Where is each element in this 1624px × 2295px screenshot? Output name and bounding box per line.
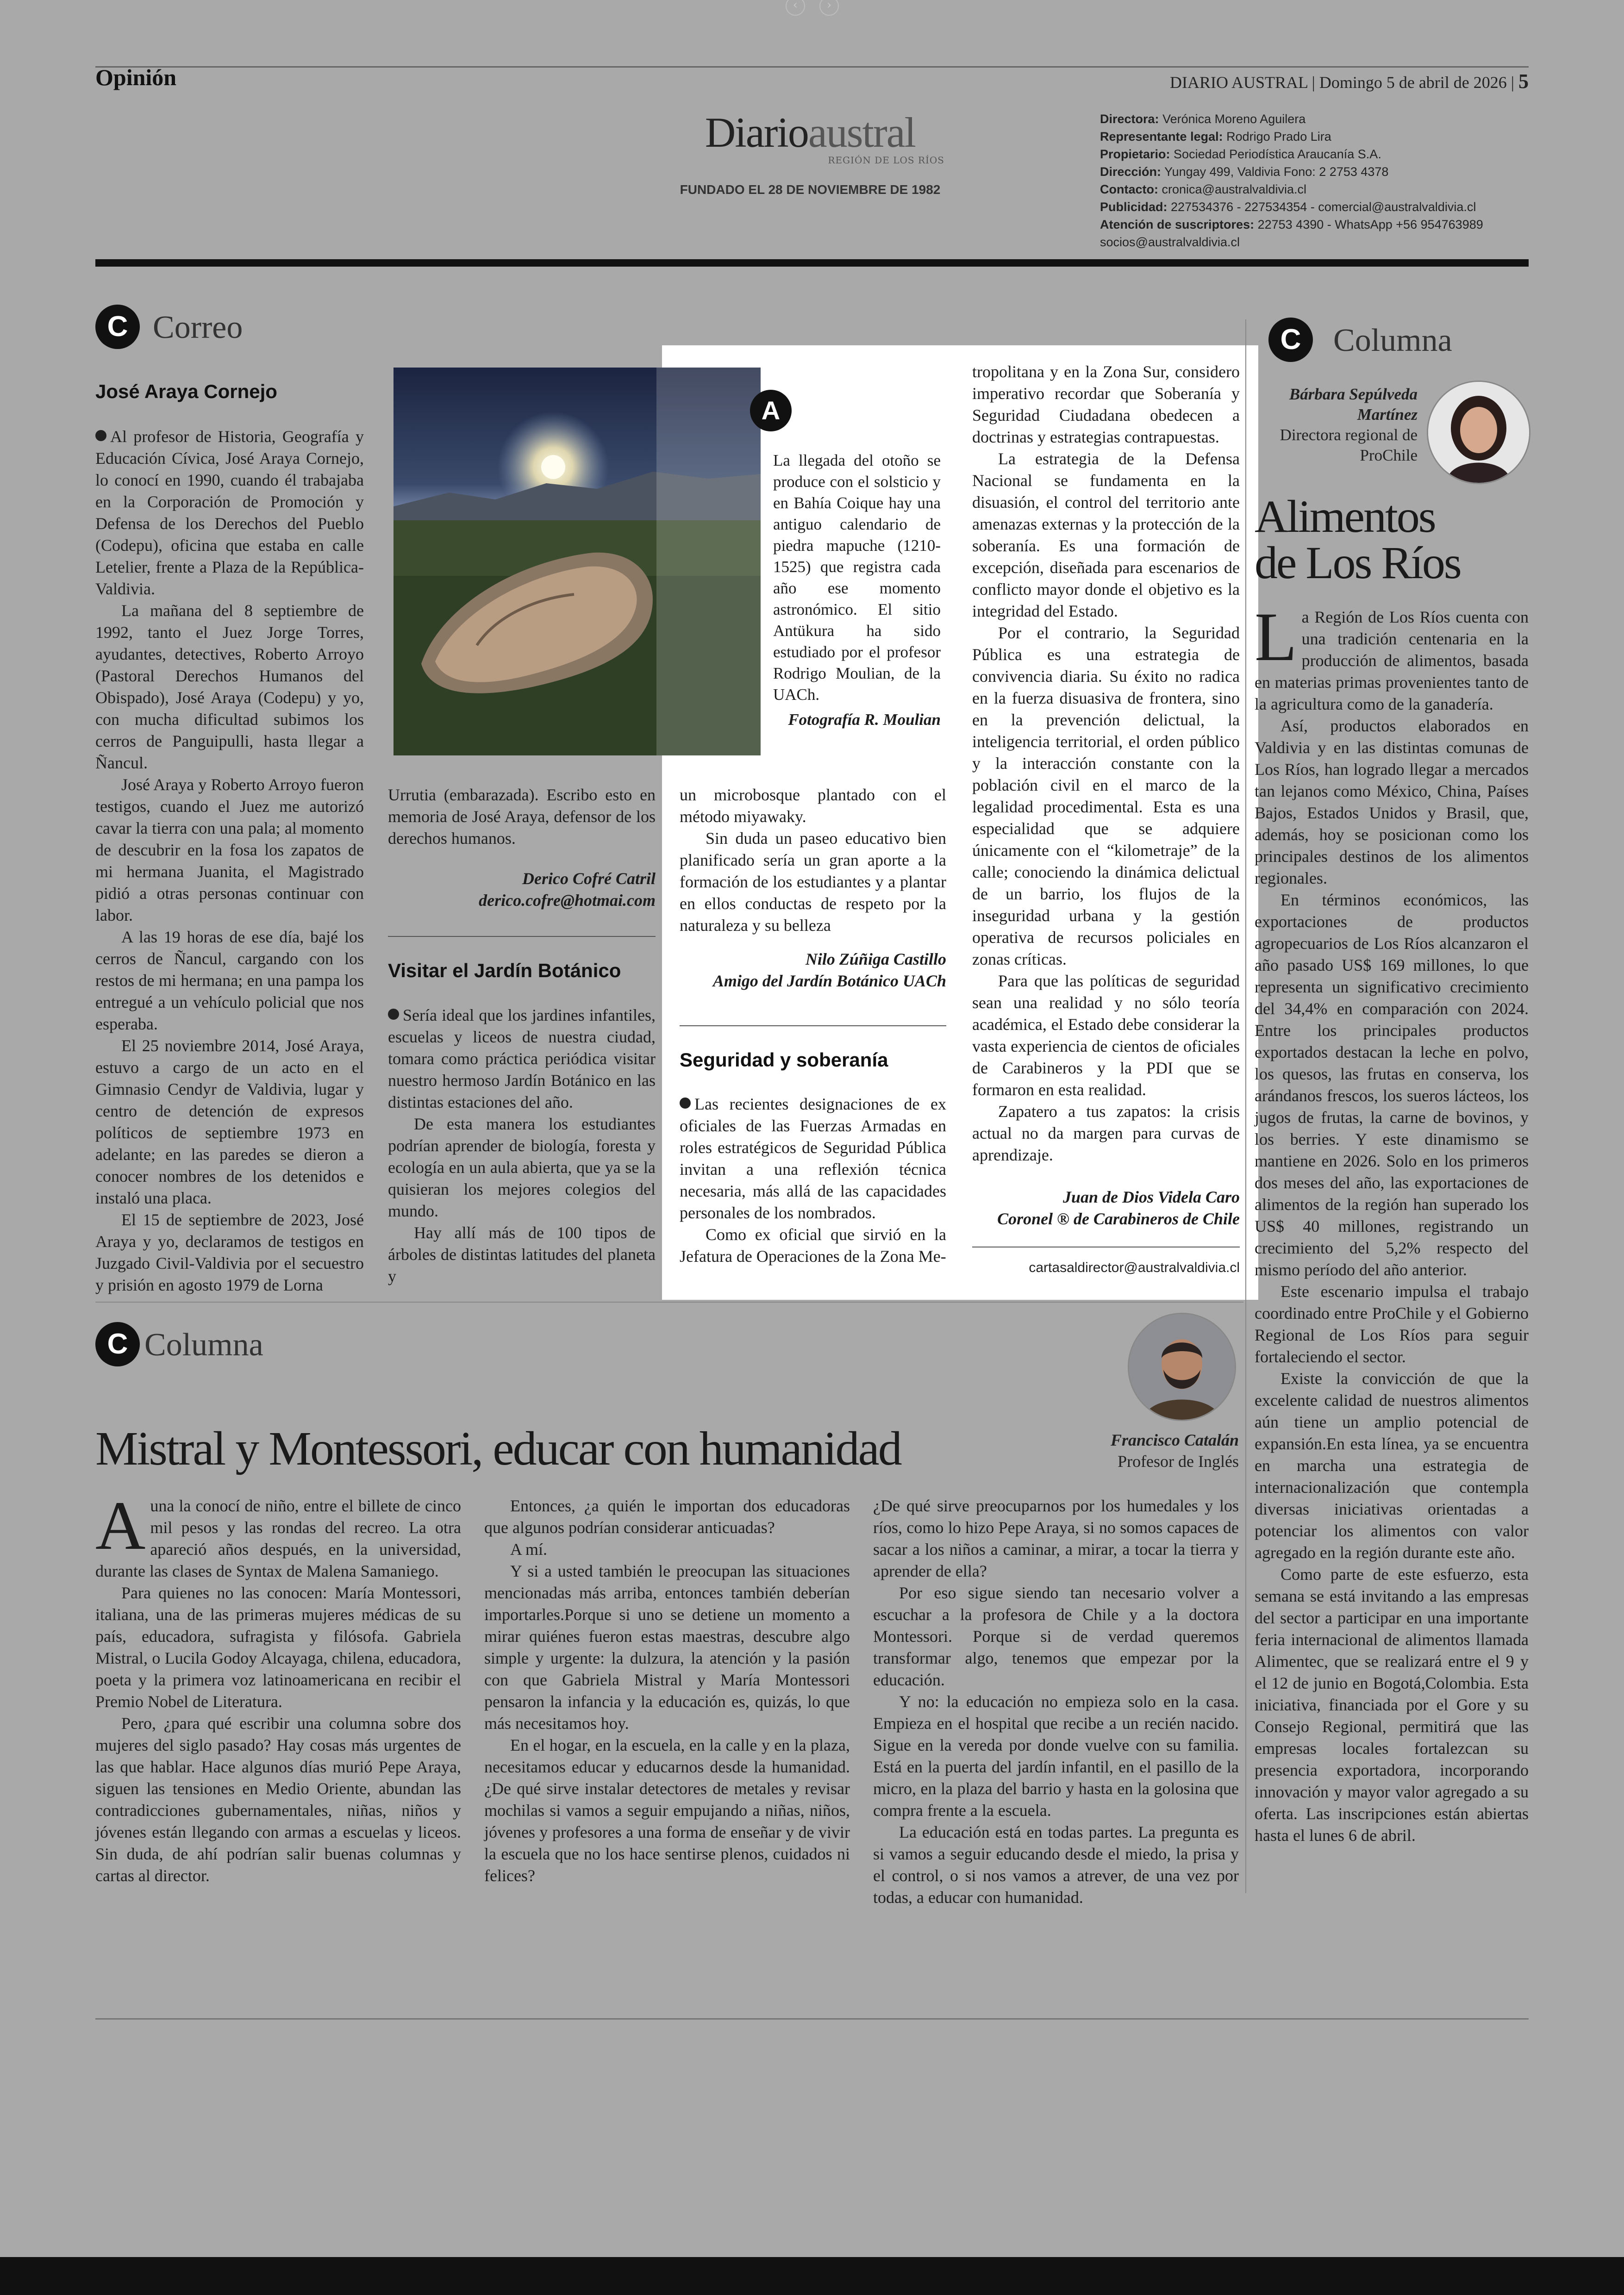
prev-page-icon[interactable]: ‹: [786, 0, 805, 16]
masthead-region: REGIÓN DE LOS RÍOS: [828, 155, 944, 166]
letter2-role: Amigo del Jardín Botánico UACh: [712, 972, 946, 990]
divider: [388, 936, 656, 937]
author-box: [1250, 384, 1418, 466]
bottom-rule: [95, 2018, 1529, 2020]
letter3-body: Las recientes designaciones de ex oficiales de las Fuerzas Armadas en roles estratégicos de Seguridad Pública invitan a una reflexión técnica necesaria, más allá de las capacidades personales de los nombrados. Como ex oficial que sirvió en la Jefatura de Operaciones de la Zona Me-: [680, 1095, 946, 1266]
next-page-icon[interactable]: ›: [819, 0, 839, 16]
correo-badge: C: [95, 305, 140, 349]
columna-bottom-col1: Auna la conocí de niño, entre el billete de cinco mil pesos y las rondas del recreo. La otra apareció años después, en la universidad, durante las clases de Syntax de Malena Samaniego. Para quienes no las conocen: María Montessori, italiana, una de las primeras mujeres médicas de su país, educadora, sufragista y filósofa. Gabriela Mistral, o Lucila Godoy Alcayaga, chilena, educadora, poeta y la primera voz latinoamericana en recibir el Premio Nobel de Literatura. Pero, ¿para qué escribir una columna sobre dos mujeres del siglo pasado? Hay cosas más urgentes de las que hablar. Hace algunos días murió Pepe Araya, siguen las tensiones en Medio Oriente, abundan las contradicciones gubernamentales, niñas, niños y jóvenes están llegando con armas a escuelas y liceos. Sin duda, de ahí podrían salir buenas columnas y cartas al director.: [95, 1487, 461, 1885]
page-number: 5: [1518, 70, 1529, 93]
columna-bottom-badge: C: [95, 1322, 140, 1366]
dropcap: A: [95, 1487, 146, 1564]
staff-box: [1100, 110, 1483, 251]
photo-credit: Fotografía R. Moulian: [788, 711, 941, 729]
columna-bottom-label: Columna: [144, 1327, 263, 1363]
author-role: Profesor de Inglés: [1118, 1452, 1239, 1471]
photo-illustration: [394, 368, 761, 755]
solstice-photo: [394, 368, 761, 755]
column-divider: [1245, 319, 1246, 1893]
letter2-signature: Nilo Zúñiga Castillo: [805, 950, 946, 968]
staff-row: socios@australvaldivia.cl: [1100, 235, 1240, 249]
staff-row: Publicidad: 227534376 - 227534354 - comercial@australvaldivia.cl: [1100, 200, 1476, 214]
columna-right-title: Alimentos de Los Ríos: [1255, 491, 1461, 588]
dropcap: L: [1255, 599, 1297, 675]
author-box: [1018, 1429, 1239, 1472]
viewer-bottom-bar: [0, 2257, 1624, 2295]
author-role: Directora regional de ProChile: [1280, 426, 1418, 464]
letter2-body: Sería ideal que los jardines infantiles, escuelas y liceos de nuestra ciudad, tomara como práctica periódica visitar nuestro hermoso Jardín Botánico en las distintas estaciones del año. De esta manera los estudiantes podrían aprender de biología, foresta y ecología en un aula abierta, que ya se la quisieran los mejores colegios del mundo. Hay allí más de 100 tipos de árboles de distintas latitudes del planeta y: [388, 1006, 656, 1285]
letter1-email: derico.cofre@hotmai.com: [479, 891, 656, 910]
staff-row: Representante legal: Rodrigo Prado Lira: [1100, 130, 1331, 143]
photo-badge-a: A: [750, 390, 792, 431]
staff-row: Directora: Verónica Moreno Aguilera: [1100, 112, 1306, 126]
columna-bottom-col3: ¿De qué sirve preocuparnos por los humedales y los ríos, como lo hizo Pepe Araya, si no somos capaces de sacar a los niños a caminar, a mirar, a tocar la tierra y aprender de ella? Por eso sigue siendo tan necesario volver a escuchar a la profesora de Chile y a la doctora Montessori. Porque si de verdad queremos transformar algo, tenemos que empezar por la educación. Y no: la educación no empieza solo en la casa. Empieza en el hospital que recibe a un recién nacido. Sigue en la vereda por donde vuelve con su familia. Está en la puerta del jardín infantil, en el pasillo de la micro, en la plaza del barrio y hasta en la golosina que compra frente a la escuela. La educación está en todas partes. La pregunta es si vamos a seguir educando desde el miedo, la prisa y el control, o si nos vamos a atrever, de una vez por todas, a educar con humanidad.: [873, 1497, 1239, 1907]
letter2-title: Visitar el Jardín Botánico: [388, 960, 621, 981]
letter1-signature: Derico Cofré Catril: [522, 869, 656, 888]
author-avatar: [1128, 1313, 1236, 1421]
letter1-title: José Araya Cornejo: [95, 380, 277, 402]
staff-row: Propietario: Sociedad Periodística Araucanía S.A.: [1100, 147, 1381, 161]
founded-line: FUNDADO EL 28 DE NOVIEMBRE DE 1982: [680, 182, 941, 197]
top-rule: [95, 66, 1529, 68]
letter3-title: Seguridad y soberanía: [680, 1049, 888, 1071]
columna-bottom-title: Mistral y Montessori, educar con humanidad: [95, 1422, 901, 1475]
author-avatar: [1427, 380, 1530, 484]
bullet-icon: [680, 1098, 691, 1109]
bullet-icon: [95, 430, 106, 441]
divider: [680, 1025, 946, 1026]
letter3-continued: tropolitana y en la Zona Sur, considero imperativo recordar que Soberanía y Seguridad Ciudadana obedecen a doctrinas y estrategias contrapuestas. La estrategia de la Defensa Nacional se fundamenta en la disuasión, el control del territorio ante amenazas externas y la protección de la soberanía. Es una formación de excepción, diseñada para escenarios de conflicto mayor donde el objetivo es la integridad del Estado. Por el contrario, la Seguridad Pública es una estrategia de convivencia diaria. Su éxito no radica en la fuerza disuasiva de frontera, sino en la prevención delictual, la inteligencia territorial, el orden público y la interacción constante con la población civil en el marco de la legalidad procedimental. Esta es una especialidad que se adquiere únicamente con el “kilometraje” de la calle; conociendo la dinámica delictual de un barrio, los flujos de la inseguridad urbana y la gestión operativa de recursos policiales en zonas críticas. Para que las políticas de seguridad sean una realidad y no sólo teoría académica, el Estado debe considerar la vasta experiencia de cientos de oficiales de Carabineros y la PDI que se formaron en esta realidad. Zapatero a tus zapatos: la crisis actual no da margen para curvas de aprendizaje. Juan de Dios Videla Caro Coronel ® de Carabineros de Chile: [972, 362, 1240, 1228]
photo-caption: La llegada del otoño se produce con el solsticio y en Bahía Coique hay una antiguo calendario de piedra mapuche (1210-1525) que registra cada año ese momento astronómico. El sitio Antükura ha sido estudiado por el profesor Rodrigo Moulian, de la UACh. Fotografía R. Moulian: [773, 451, 941, 729]
header-thick-rule: [95, 259, 1529, 267]
masthead-logo: Diarioaustral: [705, 109, 916, 156]
section-title: Opinión: [95, 64, 177, 90]
columna-bottom-col2: Entonces, ¿a quién le importan dos educadoras que algunos podrían considerar anticuadas? A mí. Y si a usted también le preocupan las situaciones mencionadas más arriba, entonces también deberían importarles.Porque si uno se detiene un momento a mirar quiénes fueron estas maestras, descubre algo simple y urgente: la dulzura, la atención y la pasión con que Gabriela Mistral y María Montessori pensaron la infancia y la educación es, quizás, lo que más necesitamos hoy. En el hogar, en la escuela, en la calle y en la plaza, necesitamos educar y educarnos desde la humanidad.¿De qué sirve instalar detectores de metales y revisar mochilas si vamos a seguir empujando a niñas, niños, jóvenes y profesores a una forma de enseñar y de vivir la escuela que no los hace sentirse plenos, cuidados ni felices?: [484, 1497, 850, 1885]
bullet-icon: [388, 1009, 399, 1020]
folio: DIARIO AUSTRAL | Domingo 5 de abril de 2026 | 5: [1169, 70, 1529, 93]
staff-row: Contacto: cronica@australvaldivia.cl: [1100, 182, 1307, 196]
letter1-continued: Urrutia (embarazada). Escribo esto en memoria de José Araya, defensor de los derechos humanos. Derico Cofré Catril derico.cofre@hotmai.com: [388, 786, 656, 910]
letters-email[interactable]: cartasaldirector@australvaldivia.cl: [1029, 1260, 1240, 1275]
columna-right-badge: C: [1268, 318, 1313, 362]
columna-right-label: Columna: [1333, 323, 1452, 358]
correo-label: Correo: [153, 310, 243, 345]
letter2-continued: un microbosque plantado con el método miyawaky. Sin duda un paseo educativo bien planificado sería un gran aporte a la formación de los estudiantes y a plantar en ellos conductas de respeto por la naturaleza y su belleza Nilo Zúñiga Castillo Amigo del Jardín Botánico UACh: [680, 786, 946, 990]
staff-row: Atención de suscriptores: 22753 4390 - WhatsApp +56 954763989: [1100, 218, 1483, 231]
columna-right-body: La Región de Los Ríos cuenta con una tradición centenaria en la producción de alimentos, basada en materias primas provenientes tanto de la agricultura como de la ganadería. Así, productos elaborados en Valdivia y en las distintas comunas de Los Ríos, han logrado llegar a mercados tan lejanos como México, China, Países Bajos, Estados Unidos y Brasil, que, además, hoy se posicionan como los principales destinos de los alimentos regionales. En términos económicos, las exportaciones de productos agropecuarios de Los Ríos alcanzaron el año pasado US$ 169 millones, lo que representa un significativo crecimiento del 34,4% en comparación con 2024. Entre los principales productos exportados destacan la leche en polvo, los quesos, las frutas en conserva, los arándanos frescos, los sueros lácteos, los jugos de frutas, la carne de bovinos, y los berries. Y este dinamismo se mantiene en 2026. Solo en los primeros dos meses del año, las exportaciones de alimentos de la región han superado los US$ 40 millones, registrando un crecimiento del 5,2% respecto del mismo período del año anterior. Este escenario impulsa el trabajo coordinado entre ProChile y el Gobierno Regional de Los Ríos para seguir fortaleciendo el sector. Existe la convicción de que la excelente calidad de nuestros alimentos aún tiene un amplio potencial de expansión.En esta línea, ya se encuentra en marcha una estrategia de internacionalización que contempla diversas iniciativas orientadas a potenciar los alimentos con valor agregado en la región durante este año. Como parte de este esfuerzo, esta semana se está invitando a las empresas del sector a participar en una importante feria internacional de alimentos llamada Alimentec, que se realizará entre el 9 y el 12 de junio en Bogotá,Colombia. Esta iniciativa, financiada por el Gore y su Consejo Regional, permitirá que las empresas locales fortalezcan su presencia exportadora, incorporando innovación y mayor valor agregado a su oferta. Las inscripciones están abiertas hasta el lunes 6 de abril.: [1255, 599, 1529, 1845]
issue-date: Domingo 5 de abril de 2026: [1319, 73, 1507, 92]
masthead: [667, 111, 954, 197]
section-rule: [95, 1302, 1243, 1303]
paper-name: DIARIO AUSTRAL: [1169, 73, 1308, 92]
author-name: Bárbara Sepúlveda Martínez: [1289, 385, 1418, 424]
letter3-role: Coronel ® de Carabineros de Chile: [997, 1210, 1240, 1228]
author-name: Francisco Catalán: [1110, 1431, 1239, 1449]
letter3-signature: Juan de Dios Videla Caro: [1062, 1188, 1240, 1206]
staff-row: Dirección: Yungay 499, Valdivia Fono: 2 2753 4378: [1100, 165, 1389, 179]
letter1-body: Al profesor de Historia, Geografía y Educación Cívica, José Araya Cornejo, lo conocí en 1990, cuando él trabajaba en la Corporación de Promoción y Defensa de los Derechos del Pueblo (Codepu), oficina que estaba en calle Letelier, frente a Plaza de la República-Valdivia. La mañana del 8 septiembre de 1992, tanto el Juez Jorge Torres, ayudantes, detectives, Roberto Arroyo (Pastoral Derechos Humanos del Obispado), José Araya (Codepu) y yo, con mucha dificultad subimos los cerros de Panguipulli, hasta llegar a Ñancul. José Araya y Roberto Arroyo fueron testigos, cuando el Juez me autorizó cavar la tierra con una pala; al momento de descubrir en la fosa los zapatos de mi hermana Juanita, el Magistrado pidió a otras personas continuar con labor. A las 19 horas de ese día, bajé los cerros de Ñancul, cargando con los restos de mi hermana; en una pampa los entregué a un vehículo policial que nos esperaba. El 25 noviembre 2014, José Araya, estuvo a cargo de un acto en el Gimnasio Cendyr de Valdivia, lugar y centro de detención de expresos políticos de septiembre 1973 en adelante; en las paredes se dieron a conocer nombres de los detenidos e instaló una placa. El 15 de septiembre de 2023, José Araya y yo, declaramos de testigos en Juzgado Civil-Valdivia por el secuestro y prisión en agosto 1979 de Lorna: [95, 427, 364, 1294]
